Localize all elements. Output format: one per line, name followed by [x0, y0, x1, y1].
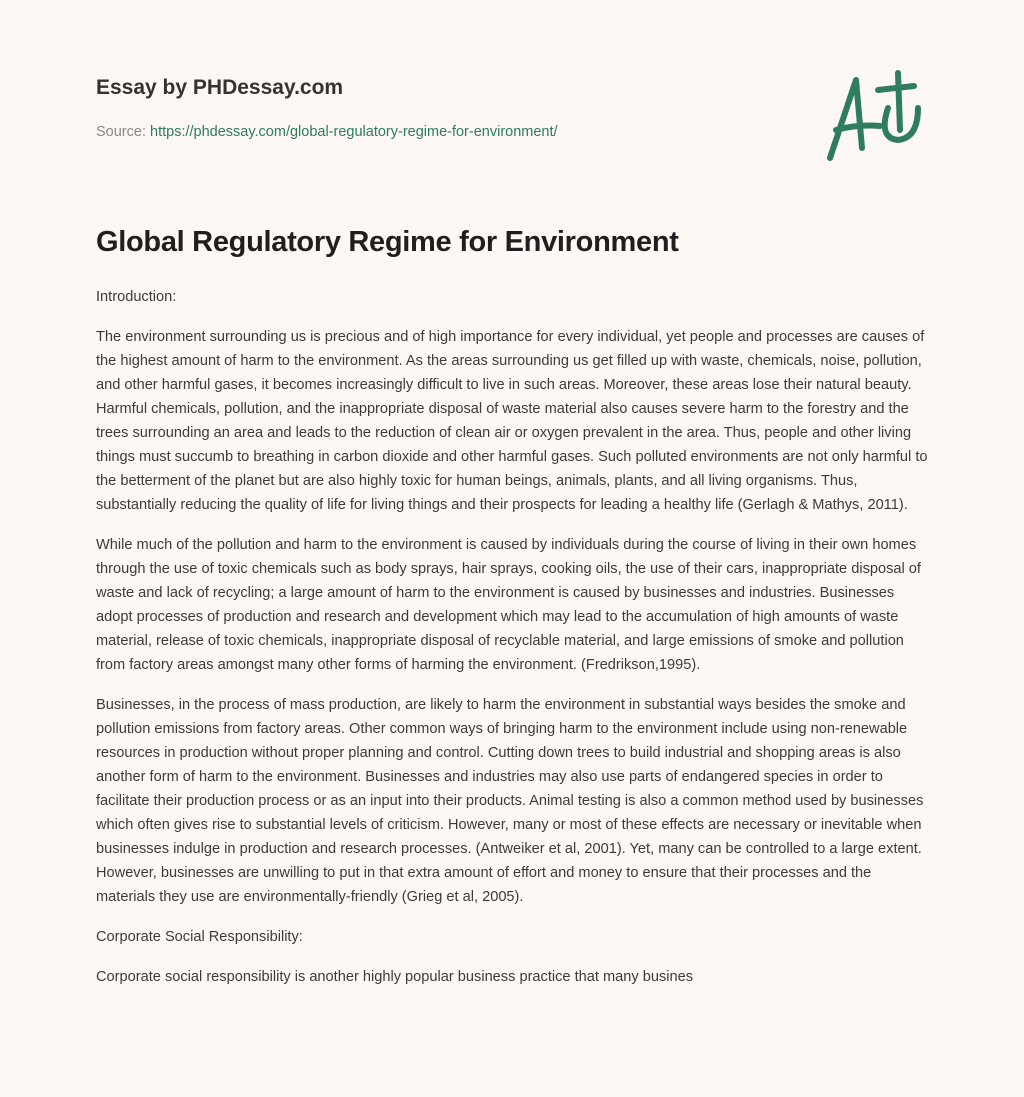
section-heading-csr: Corporate Social Responsibility: — [96, 929, 303, 945]
source-link[interactable]: https://phdessay.com/global-regulatory-regime-for-environment/ — [150, 124, 558, 140]
paragraph: Corporate social responsibility is another highly popular business practice that many busines — [96, 969, 694, 985]
paragraph: Businesses, in the process of mass production, are likely to harm the environment in substantial ways besides the smoke and pollution emissions from factory areas. Other common ways of bringing harm to the environment include using non-renewable resources in production without proper planning and control. Cutting down trees to build industrial and shopping areas is also another form of harm to the environment. Businesses and industries may also use parts of endangered species in order to facilitate their production process or as an input into their products. Animal testing is also a common method used by businesses which often gives rise to substantial levels of criticism. However, many or most of these effects are necessary or inevitable when businesses indulge in production and research processes. (Antweiker et al, 2001). Yet, many can be controlled to a large extent. However, businesses are unwilling to put in that extra amount of effort and money to ensure that their processes and the materials they use are environmentally-friendly (Grieg et al, 2005). — [96, 697, 924, 905]
section-heading-introduction: Introduction: — [96, 289, 177, 305]
site-title: Essay by PHDessay.com — [96, 76, 344, 99]
paragraph: The environment surrounding us is precious and of high importance for every individual, yet people and processes are causes of the highest amount of harm to the environment. As the areas surrounding us get filled up with waste, chemicals, noise, pollution, and other harmful gases, it becomes increasingly difficult to live in such areas. Moreover, these areas lose their natural beauty. Harmful chemicals, pollution, and the inappropriate disposal of waste material also causes severe harm to the forestry and the trees surrounding an area and leads to the reduction of clean air or oxygen prevalent in the area. Thus, people and other living things must succumb to breathing in carbon dioxide and other harmful gases. Such polluted environments are not only harmful to the betterment of the planet but are also highly toxic for human beings, animals, plants, and all living organisms. Thus, substantially reducing the quality of life for living things and their prospects for leading a healthy life (Gerlagh & Mathys, 2011). — [96, 329, 928, 513]
article-body — [96, 285, 932, 1005]
source-label: Source: — [96, 124, 146, 140]
article-title: Global Regulatory Regime for Environment — [96, 226, 679, 258]
a-plus-logo-icon — [818, 68, 928, 168]
source-line — [96, 124, 558, 140]
paragraph: While much of the pollution and harm to the environment is caused by individuals during the course of living in their own homes through the use of toxic chemicals such as body sprays, hair sprays, cooking oils, the use of their cars, inappropriate disposal of waste and lack of recycling; a large amount of harm to the environment is caused by businesses and industries. Businesses adopt processes of production and research and development which may lead to the accumulation of high amounts of waste material, release of toxic chemicals, inappropriate disposal of recyclable material, and large emissions of smoke and pollution from factory areas amongst many other forms of harming the environment. (Fredrikson,1995). — [96, 537, 921, 673]
